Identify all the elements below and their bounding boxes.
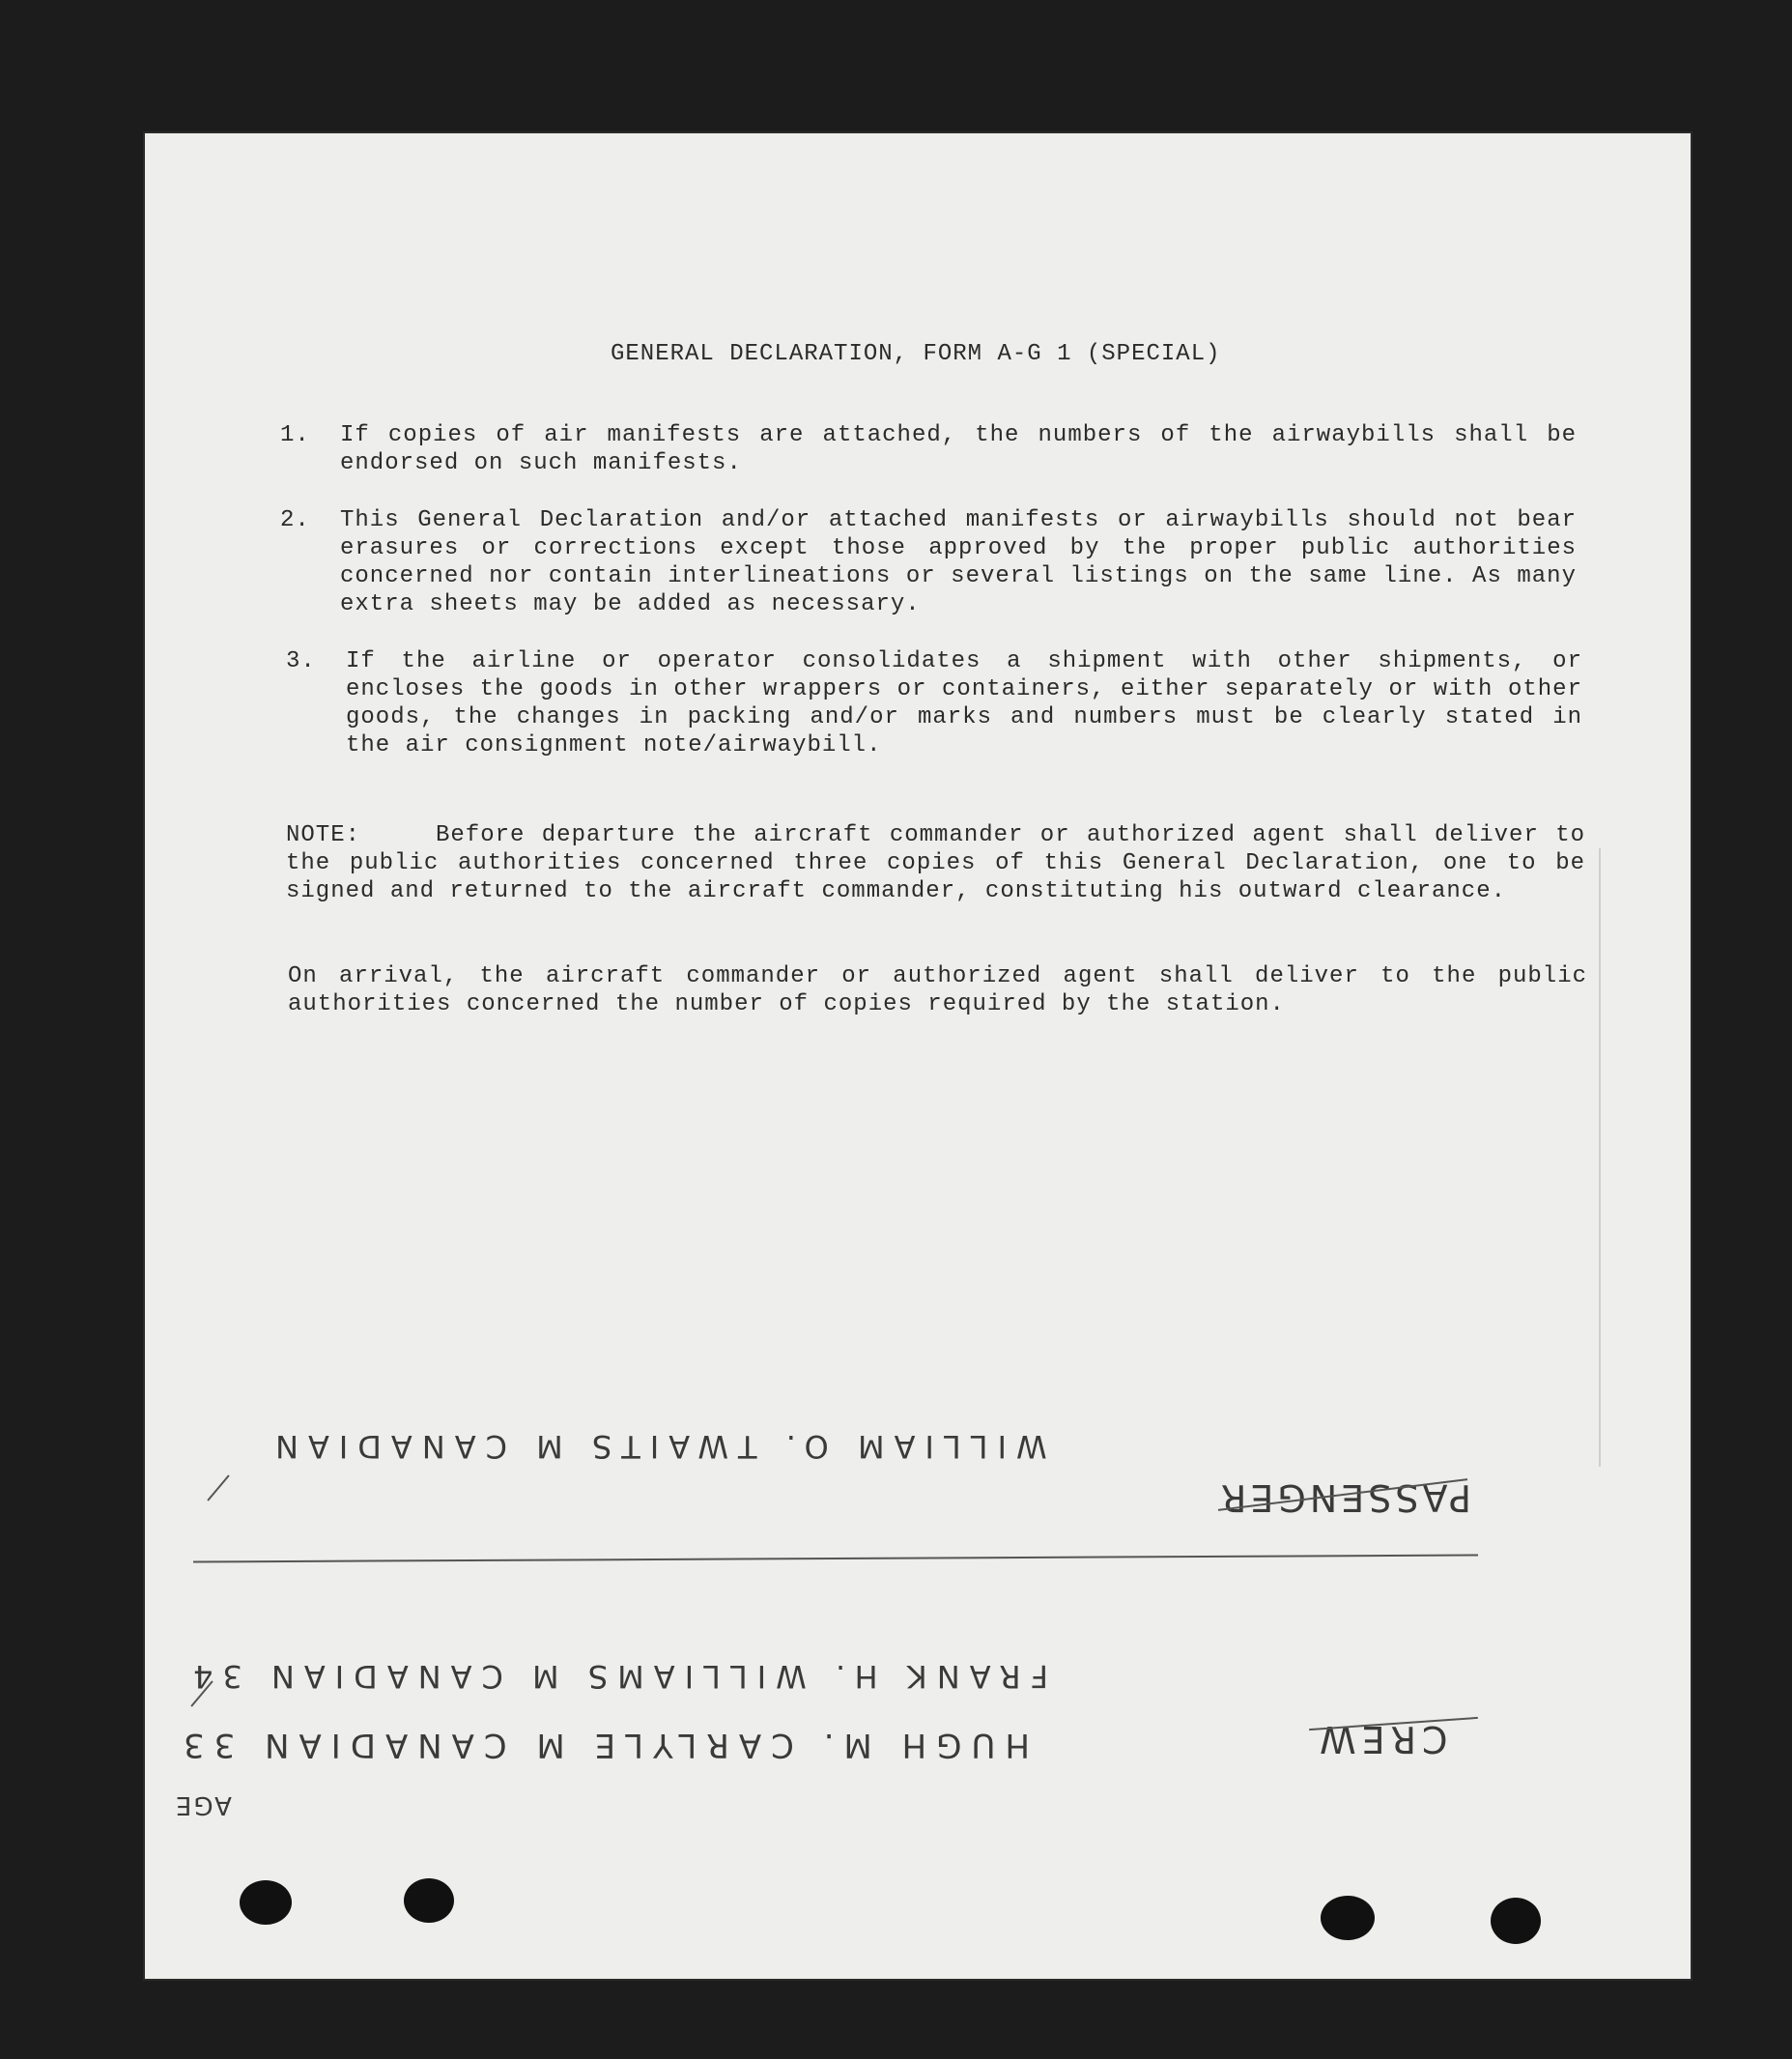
crew-entry-hugh-carlyle: HUGH M. CARLYLE M CANADIAN 33 bbox=[174, 1726, 1030, 1764]
arrival-text: On arrival, the aircraft commander or authorized agent shall deliver to the public authorities concerned the number of copies required by the station. bbox=[288, 963, 1587, 1017]
instruction-item-2 bbox=[280, 506, 1584, 622]
item-number: 1. bbox=[280, 422, 310, 448]
item-number: 3. bbox=[286, 648, 316, 674]
form-title: GENERAL DECLARATION, FORM A-G 1 (SPECIAL) bbox=[611, 341, 1221, 367]
passenger-label: PASSENGER bbox=[1217, 1476, 1472, 1519]
faint-margin-line bbox=[1599, 848, 1601, 1467]
item-number: 2. bbox=[280, 507, 310, 533]
check-mark bbox=[207, 1474, 229, 1501]
document-page bbox=[145, 133, 1691, 1979]
instruction-item-1 bbox=[280, 421, 1584, 479]
crew-entry-frank-williams: FRANK H. WILLIAMS M CANADIAN 34 bbox=[184, 1658, 1048, 1695]
punch-hole bbox=[240, 1880, 292, 1925]
punch-hole bbox=[404, 1878, 454, 1923]
punch-hole bbox=[1491, 1898, 1541, 1944]
note-label: NOTE: bbox=[286, 822, 361, 848]
passenger-entry: WILLIAM O. TWAITS M CANADIAN bbox=[266, 1428, 1047, 1465]
crew-label: CREW bbox=[1314, 1718, 1448, 1760]
item-text: If copies of air manifests are attached, the numbers of the airwaybills shall be endorsed on such manifests. bbox=[340, 422, 1577, 476]
punch-hole bbox=[1321, 1896, 1375, 1940]
age-label: AGE bbox=[174, 1790, 232, 1819]
item-text: If the airline or operator consolidates a shipment with other shipments, or encloses the goods in other wrappers or containers, either separately or with other goods, the changes in packing and/or marks and numbers must be clearly stated in the air consignment note/airwaybill. bbox=[346, 648, 1582, 758]
note-text: Before departure the aircraft commander or authorized agent shall deliver to the public authorities concerned three copies of this General Declaration, one to be signed and returned to the aircraft commander, constituting his outward clearance. bbox=[286, 822, 1585, 904]
instruction-item-3 bbox=[286, 647, 1590, 763]
separator-line bbox=[193, 1555, 1478, 1563]
note-section bbox=[286, 821, 1609, 937]
item-text: This General Declaration and/or attached manifests or airwaybills should not bear erasures or corrections except those approved by the proper public authorities concerned nor contain interlineations or several listings on the same line. As many extra sheets may be added as necessary. bbox=[340, 507, 1577, 617]
